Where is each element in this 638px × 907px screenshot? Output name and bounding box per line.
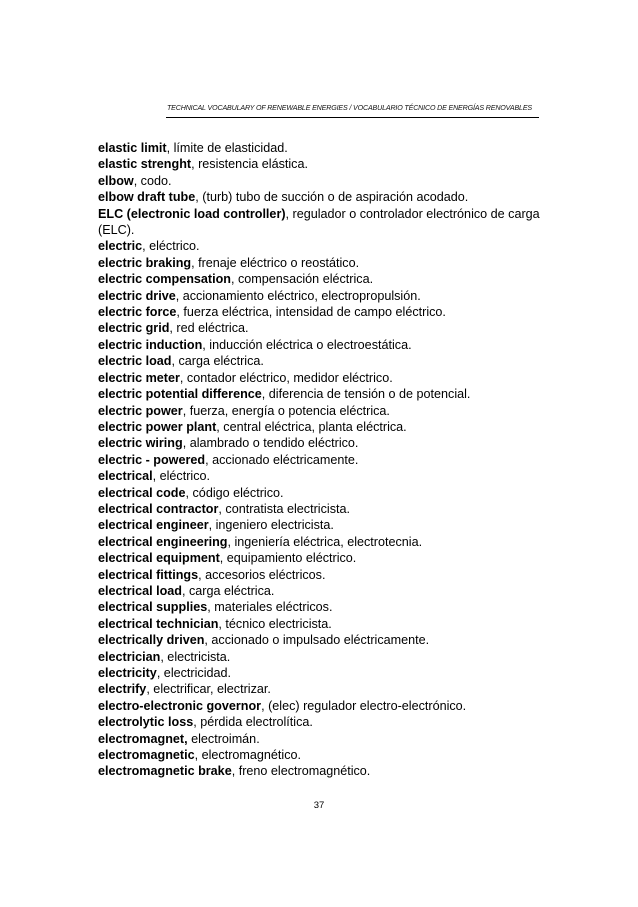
glossary-entry (98, 386, 544, 402)
header-rule (166, 117, 539, 118)
glossary-entry (98, 763, 544, 779)
entry-term: electrolytic loss (98, 715, 194, 730)
glossary-entry (98, 583, 544, 599)
entry-definition: , equipamiento eléctrico. (219, 551, 357, 566)
entry-definition: , carga eléctrica. (171, 354, 264, 369)
entry-definition: , técnico electricista. (218, 616, 332, 631)
entry-term: electric meter (98, 370, 180, 385)
glossary-entry (98, 665, 544, 681)
entry-term: electrical technician (98, 616, 219, 631)
entry-definition: electroimán. (187, 731, 260, 746)
entry-term: electrical equipment (98, 551, 220, 566)
entry-definition: , eléctrico. (142, 239, 200, 254)
entry-definition: , codo. (133, 173, 172, 188)
entry-term: electricity (98, 666, 157, 680)
entry-definition: , accionamiento eléctrico, electropropulsión. (175, 288, 421, 303)
entry-term: electric braking (98, 255, 192, 270)
glossary-entry (98, 206, 544, 239)
entry-term: electrical engineering (98, 534, 228, 549)
glossary-entry (98, 632, 544, 648)
entry-definition: , contratista electricista. (218, 501, 350, 516)
glossary-entry (98, 616, 544, 632)
entry-definition: , electromagnético. (194, 748, 301, 763)
glossary-entry (98, 681, 544, 697)
glossary-entry (98, 320, 544, 336)
entry-term: electrician (98, 649, 161, 664)
entry-definition: , fuerza eléctrica, intensidad de campo eléctrico. (176, 305, 446, 320)
entry-term: electric power (98, 403, 183, 418)
entry-definition: , electricista. (160, 649, 231, 664)
glossary-entry (98, 238, 544, 254)
entry-term: electrical load (98, 583, 182, 598)
glossary-entry (98, 534, 544, 550)
entry-term: electrical contractor (98, 501, 219, 516)
glossary-entry (98, 649, 544, 665)
entry-term: electrical (98, 469, 153, 484)
entry-definition: , fuerza, energía o potencia eléctrica. (182, 403, 390, 418)
entry-definition: , ingeniero electricista. (208, 518, 334, 533)
glossary-entry (98, 337, 544, 353)
entry-definition: , regulador o controlador electrónico de carga (ELC). (98, 206, 540, 238)
glossary-entry (98, 403, 544, 419)
glossary-entry (98, 271, 544, 287)
entry-definition: , (turb) tubo de succión o de aspiración acodado. (195, 190, 469, 205)
entry-definition: , diferencia de tensión o de potencial. (261, 387, 471, 402)
glossary-entry (98, 452, 544, 468)
glossary-entry (98, 468, 544, 484)
entry-term: elbow (98, 173, 134, 188)
entry-definition: , límite de elasticidad. (166, 141, 288, 155)
entry-term: electrical supplies (98, 600, 208, 615)
entry-definition: , contador eléctrico, medidor eléctrico. (179, 370, 393, 385)
entry-term: electric power plant (98, 419, 217, 434)
glossary-entry (98, 140, 544, 156)
glossary-entry (98, 501, 544, 517)
entry-term: electric drive (98, 288, 176, 303)
entry-term: elastic strenght (98, 157, 192, 172)
glossary-entry (98, 370, 544, 386)
entry-definition: , resistencia elástica. (191, 157, 308, 172)
entry-term: electric force (98, 305, 177, 320)
entry-term: electric compensation (98, 272, 231, 287)
entry-definition: , frenaje eléctrico o reostático. (191, 255, 360, 270)
page-number: 37 (313, 800, 325, 811)
glossary-entry (98, 550, 544, 566)
glossary-entry (98, 599, 544, 615)
glossary-entry (98, 255, 544, 271)
entry-term: electromagnetic (98, 748, 195, 763)
glossary-entry (98, 173, 544, 189)
glossary-entry (98, 747, 544, 763)
entry-term: electrical fittings (98, 567, 199, 582)
glossary-entry (98, 714, 544, 730)
glossary-entry (98, 304, 544, 320)
entry-definition: , ingeniería eléctrica, electrotecnia. (227, 534, 423, 549)
entry-term: electrically driven (98, 633, 205, 648)
entry-definition: , accionado o impulsado eléctricamente. (204, 633, 430, 648)
entry-definition: , red eléctrica. (169, 321, 249, 336)
entry-term: electro-electronic governor (98, 698, 262, 713)
entry-term: electric grid (98, 321, 170, 336)
entry-term: electromagnet, (98, 731, 188, 746)
entry-definition: , materiales eléctricos. (207, 600, 333, 615)
entry-definition: , eléctrico. (152, 469, 211, 484)
entry-definition: , accionado eléctricamente. (205, 452, 359, 467)
entry-term: electrical code (98, 485, 186, 500)
entry-definition: , compensación eléctrica. (230, 272, 374, 287)
entry-definition: , pérdida electrolítica. (193, 715, 313, 730)
entry-definition: , freno electromagnético. (231, 764, 371, 779)
glossary-entry (98, 288, 544, 304)
entry-term: electric load (98, 354, 172, 369)
entry-term: electrify (98, 682, 147, 697)
entry-definition: , (elec) regulador electro-electrónico. (261, 698, 467, 713)
entry-term: elastic limit (98, 141, 167, 155)
entry-term: electric (98, 239, 143, 254)
glossary-entry (98, 419, 544, 435)
entry-definition: , inducción eléctrica o electroestática. (202, 337, 412, 352)
glossary-entry (98, 435, 544, 451)
glossary-entries (98, 140, 544, 780)
glossary-entry (98, 567, 544, 583)
entry-term: ELC (electronic load controller) (98, 206, 286, 221)
entry-term: electric - powered (98, 452, 206, 467)
entry-definition: , electricidad. (156, 666, 232, 680)
entry-definition: , carga eléctrica. (182, 583, 275, 598)
glossary-entry (98, 353, 544, 369)
entry-term: elbow draft tube (98, 190, 196, 205)
running-header: TECHNICAL VOCABULARY OF RENEWABLE ENERGIES / VOCABULARIO TÉCNICO DE ENERGÍAS RENOVABLES (167, 104, 532, 112)
entry-definition: , central eléctrica, planta eléctrica. (216, 419, 407, 434)
entry-definition: , accesorios eléctricos. (198, 567, 326, 582)
entry-term: electric potential difference (98, 387, 262, 402)
entry-term: electromagnetic brake (98, 764, 232, 779)
glossary-entry (98, 156, 544, 172)
entry-term: electrical engineer (98, 518, 209, 533)
entry-definition: , alambrado o tendido eléctrico. (182, 436, 359, 451)
entry-term: electric wiring (98, 436, 183, 451)
glossary-entry (98, 517, 544, 533)
glossary-entry (98, 189, 544, 205)
entry-definition: , electrificar, electrizar. (146, 682, 271, 697)
entry-term: electric induction (98, 337, 203, 352)
glossary-entry (98, 698, 544, 714)
glossary-entry (98, 485, 544, 501)
glossary-entry (98, 731, 544, 747)
entry-definition: , código eléctrico. (185, 485, 284, 500)
